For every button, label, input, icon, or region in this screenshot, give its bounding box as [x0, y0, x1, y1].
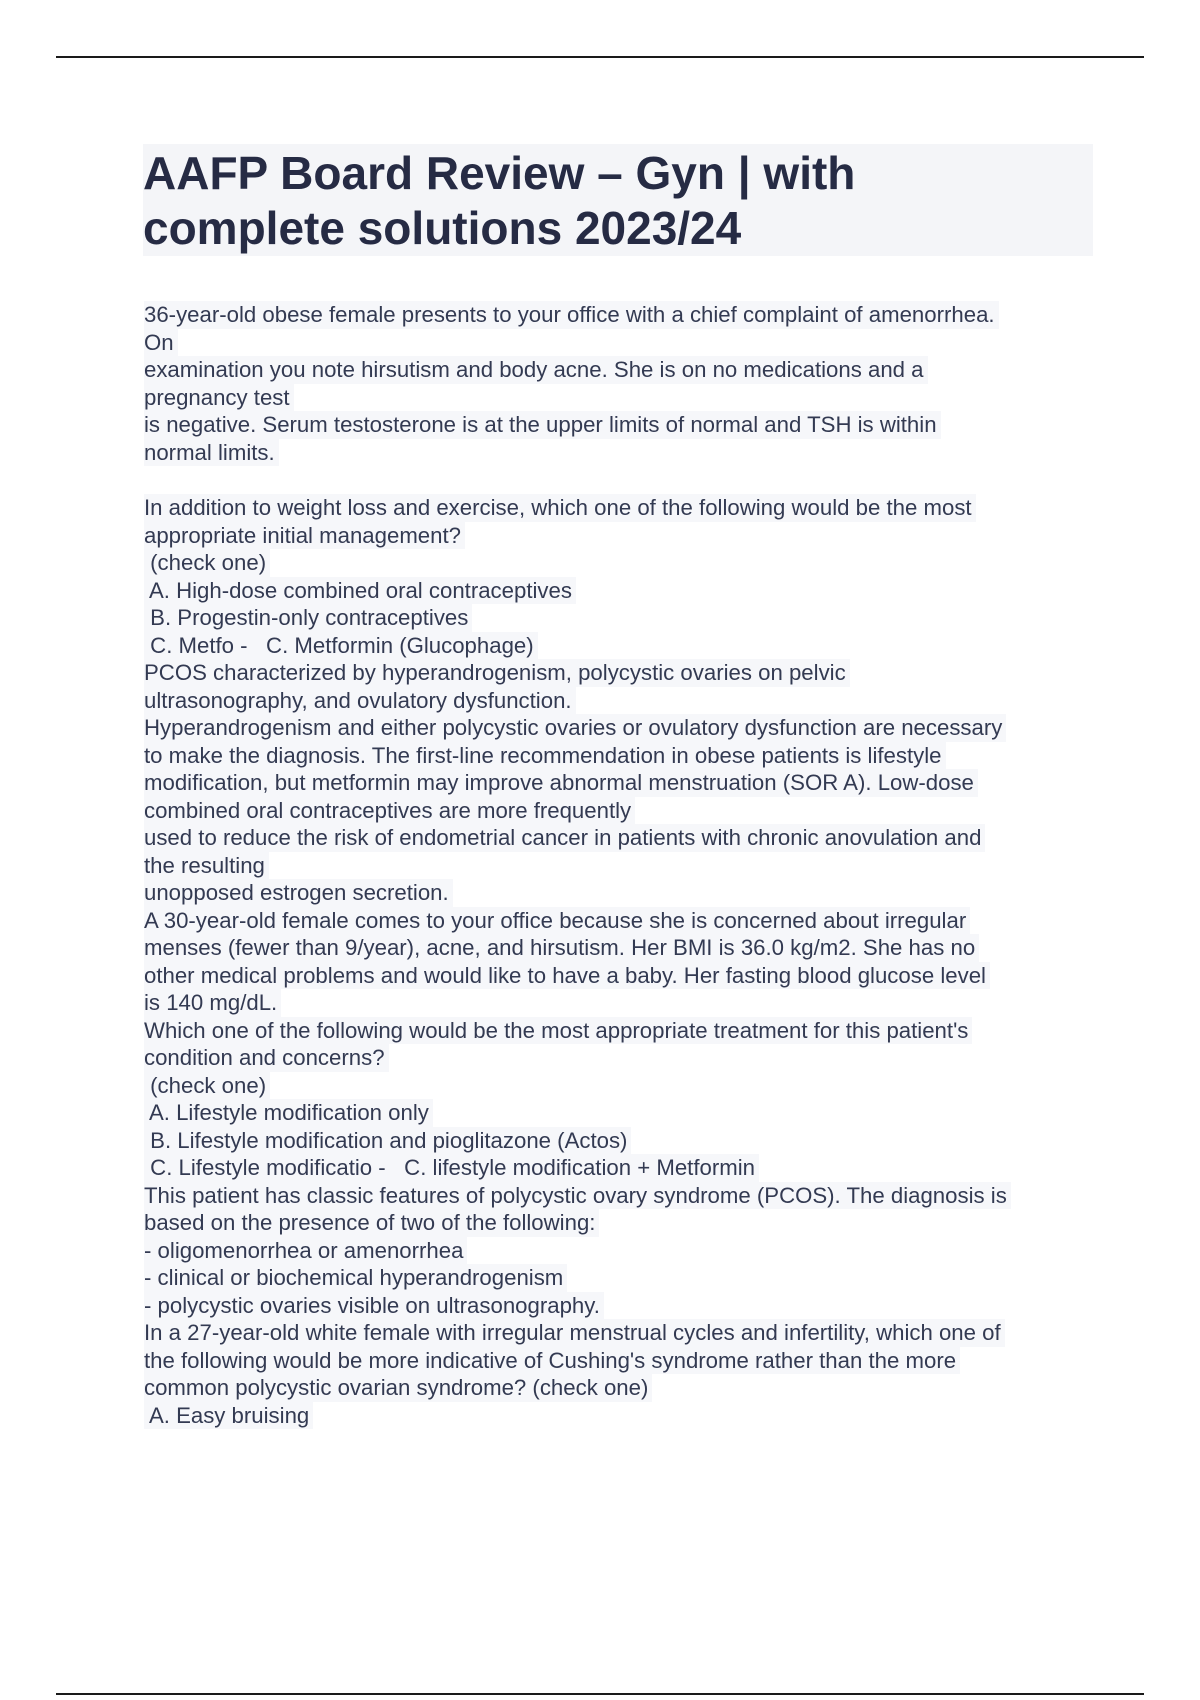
body-line: - clinical or biochemical hyperandrogenism	[144, 1264, 567, 1292]
body-line: B. Lifestyle modification and pioglitazone (Actos)	[144, 1127, 631, 1155]
top-rule	[56, 56, 1144, 58]
body-line: normal limits.	[144, 439, 279, 467]
body-line: to make the diagnosis. The first-line recommendation in obese patients is lifestyle	[144, 742, 946, 770]
document-body	[144, 301, 1094, 1429]
body-line: A. Lifestyle modification only	[144, 1099, 433, 1127]
body-line: common polycystic ovarian syndrome? (check one)	[144, 1374, 652, 1402]
body-line: the resulting	[144, 852, 269, 880]
body-line: This patient has classic features of polycystic ovary syndrome (PCOS). The diagnosis is	[144, 1182, 1011, 1210]
body-line: B. Progestin-only contraceptives	[144, 604, 472, 632]
document-title	[143, 146, 1093, 256]
body-line: In addition to weight loss and exercise, which one of the following would be the most	[144, 494, 976, 522]
body-line: pregnancy test	[144, 384, 294, 412]
title-line: complete solutions 2023/24	[143, 202, 742, 254]
body-line: examination you note hirsutism and body acne. She is on no medications and a	[144, 356, 928, 384]
body-line: condition and concerns?	[144, 1044, 389, 1072]
body-line: based on the presence of two of the following:	[144, 1209, 599, 1237]
body-line: is negative. Serum testosterone is at the upper limits of normal and TSH is within	[144, 411, 941, 439]
body-line: A. Easy bruising	[144, 1402, 313, 1430]
body-line: menses (fewer than 9/year), acne, and hirsutism. Her BMI is 36.0 kg/m2. She has no	[144, 934, 979, 962]
body-line: other medical problems and would like to have a baby. Her fasting blood glucose level	[144, 962, 990, 990]
body-line: C. Lifestyle modificatio - C. lifestyle modification + Metformin	[144, 1154, 759, 1182]
body-line: the following would be more indicative of Cushing's syndrome rather than the more	[144, 1347, 960, 1375]
body-line: C. Metfo - C. Metformin (Glucophage)	[144, 632, 538, 660]
body-line: PCOS characterized by hyperandrogenism, polycystic ovaries on pelvic	[144, 659, 850, 687]
bottom-rule	[56, 1693, 1144, 1695]
body-line: - polycystic ovaries visible on ultrasonography.	[144, 1292, 604, 1320]
body-line: - oligomenorrhea or amenorrhea	[144, 1237, 467, 1265]
body-line: A. High-dose combined oral contraceptives	[144, 577, 576, 605]
body-line: Hyperandrogenism and either polycystic ovaries or ovulatory dysfunction are necessary	[144, 714, 1006, 742]
body-line: is 140 mg/dL.	[144, 989, 281, 1017]
body-line: used to reduce the risk of endometrial cancer in patients with chronic anovulation and	[144, 824, 985, 852]
body-line: In a 27-year-old white female with irregular menstrual cycles and infertility, which one of	[144, 1319, 1005, 1347]
body-line: unopposed estrogen secretion.	[144, 879, 453, 907]
body-line: ultrasonography, and ovulatory dysfunction.	[144, 687, 576, 715]
body-line: combined oral contraceptives are more frequently	[144, 797, 635, 825]
title-block	[143, 144, 1093, 256]
body-line: On	[144, 329, 178, 357]
body-line: A 30-year-old female comes to your office because she is concerned about irregular	[144, 907, 970, 935]
body-line: Which one of the following would be the most appropriate treatment for this patient's	[144, 1017, 972, 1045]
body-line: modification, but metformin may improve abnormal menstruation (SOR A). Low-dose	[144, 769, 978, 797]
body-line: (check one)	[144, 1072, 270, 1100]
body-line: (check one)	[144, 549, 270, 577]
title-line: AAFP Board Review – Gyn | with	[143, 147, 856, 199]
blank-line	[144, 466, 1094, 494]
body-line: appropriate initial management?	[144, 522, 465, 550]
body-line: 36-year-old obese female presents to your office with a chief complaint of amenorrhea.	[144, 301, 999, 329]
